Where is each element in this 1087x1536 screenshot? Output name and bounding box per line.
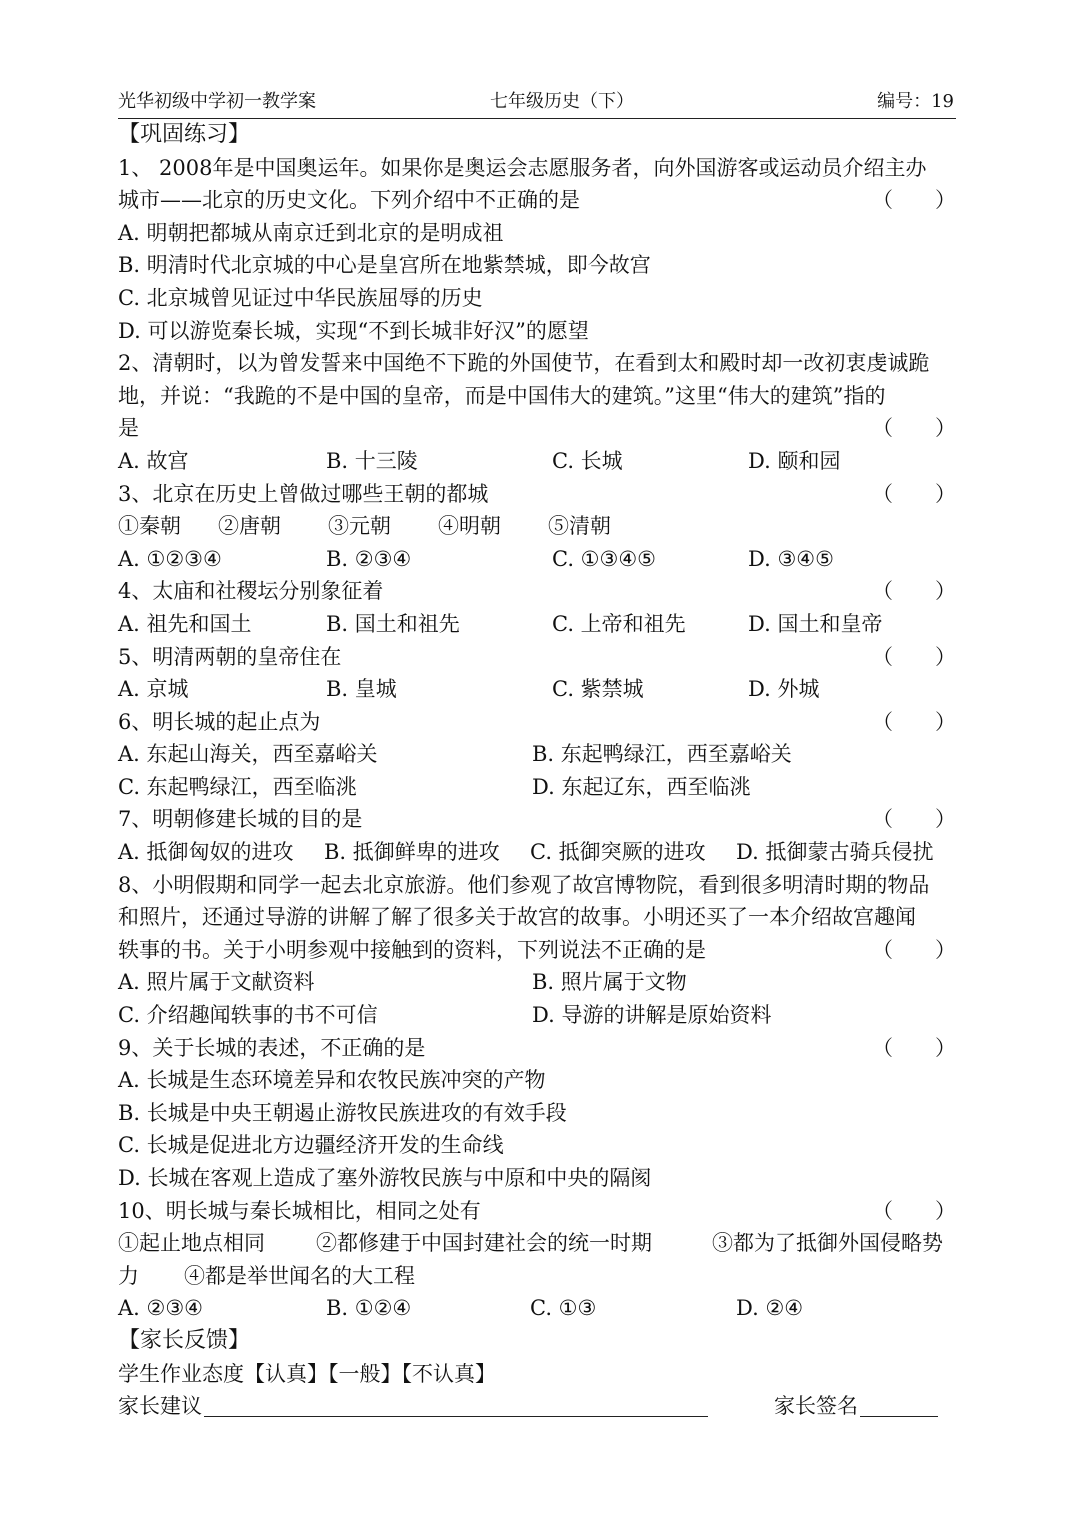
q1-option-d: D. 可以游览秦长城，实现“不到长城非好汉”的愿望 bbox=[118, 318, 589, 343]
q8-option-b: B. 照片属于文物 bbox=[532, 970, 687, 995]
q5-stem-text: 5、明清两朝的皇帝住在 bbox=[118, 644, 342, 669]
school-name: 光华初级中学初一教学案 bbox=[118, 91, 316, 112]
q3-option-c: C. ①③④⑤ bbox=[552, 546, 656, 571]
q4-answer-paren[interactable]: （ ） bbox=[872, 579, 956, 604]
q5-stem-line bbox=[118, 641, 956, 674]
page-header bbox=[118, 86, 956, 119]
q4-option-a: A. 祖先和国土 bbox=[118, 611, 252, 636]
q5-option-c: C. 紫禁城 bbox=[552, 677, 644, 702]
q3-options bbox=[118, 543, 956, 576]
q6-answer-paren[interactable]: （ ） bbox=[872, 709, 956, 734]
q8-stem-line-3 bbox=[118, 934, 956, 967]
parent-suggestion-label: 家长建议 bbox=[118, 1394, 202, 1419]
q6-stem-line bbox=[118, 706, 956, 739]
q8-answer-paren[interactable]: （ ） bbox=[872, 937, 956, 962]
q7-options bbox=[118, 836, 956, 869]
q6-option-c: C. 东起鸭绿江，西至临洮 bbox=[118, 774, 357, 799]
q10-stem-line bbox=[118, 1195, 956, 1228]
q8-options-row-1 bbox=[118, 966, 956, 999]
q7-option-a: A. 抵御匈奴的进攻 bbox=[118, 840, 294, 865]
homework-attitude[interactable]: 学生作业态度【认真】【一般】【不认真】 bbox=[118, 1361, 496, 1386]
q10-item-3-cont: 力 bbox=[118, 1263, 139, 1288]
q2-stem-line-3 bbox=[118, 412, 956, 445]
q10-item-3: ③都为了抵御外国侵略势 bbox=[712, 1231, 943, 1256]
q5-option-a: A. 京城 bbox=[118, 677, 189, 702]
q3-item-4: ④明朝 bbox=[438, 514, 501, 539]
q2-stem-line-1: 2、清朝时，以为曾发誓来中国绝不下跪的外国使节，在看到太和殿时却一改初衷虔诚跪 bbox=[118, 351, 930, 376]
q8-options-row-2 bbox=[118, 999, 956, 1032]
q8-stem-line-1: 8、小明假期和同学一起去北京旅游。他们参观了故宫博物院，看到很多明清时期的物品 bbox=[118, 872, 930, 897]
q6-options-row-1 bbox=[118, 738, 956, 771]
q6-options-row-2 bbox=[118, 771, 956, 804]
q2-stem-line-2: 地，并说：“我跪的不是中国的皇帝，而是中国伟大的建筑。”这里“伟大的建筑”指的 bbox=[118, 383, 886, 408]
q3-item-3: ③元朝 bbox=[328, 514, 391, 539]
q3-option-b: B. ②③④ bbox=[326, 546, 412, 571]
q3-item-1: ①秦朝 bbox=[118, 514, 181, 539]
q1-option-a: A. 明朝把都城从南京迁到北京的是明成祖 bbox=[118, 220, 504, 245]
section-title-parent-feedback: 【家长反馈】 bbox=[118, 1327, 251, 1353]
parent-suggestion-row bbox=[118, 1390, 956, 1423]
q3-option-d: D. ③④⑤ bbox=[748, 546, 834, 571]
q9-option-c: C. 长城是促进北方边疆经济开发的生命线 bbox=[118, 1133, 504, 1158]
q1-option-c: C. 北京城曾见证过中华民族屈辱的历史 bbox=[118, 285, 483, 310]
q2-options bbox=[118, 445, 956, 478]
q2-answer-paren[interactable]: （ ） bbox=[872, 416, 956, 441]
q10-option-c: C. ①③ bbox=[530, 1296, 597, 1321]
q7-answer-paren[interactable]: （ ） bbox=[872, 807, 956, 832]
q1-stem-text-2: 城市——北京的历史文化。下列介绍中不正确的是 bbox=[118, 188, 580, 213]
q4-stem-text: 4、太庙和社稷坛分别象征着 bbox=[118, 579, 384, 604]
q2-stem-text-3: 是 bbox=[118, 416, 139, 441]
q4-options bbox=[118, 608, 956, 641]
q1-stem-line-2 bbox=[118, 184, 956, 217]
q10-item-2: ②都修建于中国封建社会的统一时期 bbox=[316, 1231, 652, 1256]
q10-options bbox=[118, 1292, 956, 1325]
q8-option-d: D. 导游的讲解是原始资料 bbox=[532, 1003, 772, 1028]
q4-option-d: D. 国土和皇帝 bbox=[748, 611, 883, 636]
doc-number: 编号：19 bbox=[877, 91, 954, 112]
q6-stem-text: 6、明长城的起止点为 bbox=[118, 709, 321, 734]
q5-option-d: D. 外城 bbox=[748, 677, 820, 702]
q10-option-b: B. ①②④ bbox=[326, 1296, 412, 1321]
q4-option-b: B. 国土和祖先 bbox=[326, 611, 460, 636]
q3-item-5: ⑤清朝 bbox=[548, 514, 611, 539]
q4-option-c: C. 上帝和祖先 bbox=[552, 611, 686, 636]
q2-option-d: D. 颐和园 bbox=[748, 448, 841, 473]
q4-stem-line bbox=[118, 575, 956, 608]
q10-answer-paren[interactable]: （ ） bbox=[872, 1198, 956, 1223]
q6-option-d: D. 东起辽东，西至临洮 bbox=[532, 774, 751, 799]
q7-option-b: B. 抵御鲜卑的进攻 bbox=[324, 840, 500, 865]
q5-answer-paren[interactable]: （ ） bbox=[872, 644, 956, 669]
q8-option-a: A. 照片属于文献资料 bbox=[118, 970, 315, 995]
q3-stem-line bbox=[118, 478, 956, 511]
worksheet-page bbox=[118, 86, 956, 1423]
q10-items-row-1 bbox=[118, 1227, 956, 1260]
parent-signature-field[interactable] bbox=[860, 1394, 938, 1417]
q1-stem-text-1: 1、 2008年是中国奥运年。如果你是奥运会志愿服务者，向外国游客或运动员介绍主办 bbox=[118, 155, 927, 180]
q7-stem-text: 7、明朝修建长城的目的是 bbox=[118, 807, 363, 832]
q3-stem-text: 3、北京在历史上曾做过哪些王朝的都城 bbox=[118, 481, 489, 506]
parent-suggestion-field[interactable] bbox=[204, 1394, 708, 1417]
q6-option-b: B. 东起鸭绿江，西至嘉峪关 bbox=[532, 742, 792, 767]
q9-stem-text: 9、关于长城的表述，不正确的是 bbox=[118, 1035, 426, 1060]
q3-item-2: ②唐朝 bbox=[218, 514, 281, 539]
q7-option-c: C. 抵御突厥的进攻 bbox=[530, 840, 706, 865]
q10-stem-text: 10、明长城与秦长城相比，相同之处有 bbox=[118, 1198, 481, 1223]
q1-option-b: B. 明清时代北京城的中心是皇宫所在地紫禁城，即今故宫 bbox=[118, 253, 651, 278]
course-title: 七年级历史（下） bbox=[490, 91, 634, 112]
q9-option-d: D. 长城在客观上造成了塞外游牧民族与中原和中央的隔阂 bbox=[118, 1166, 652, 1190]
q9-option-b: B. 长城是中央王朝遏止游牧民族进攻的有效手段 bbox=[118, 1100, 567, 1125]
q3-option-a: A. ①②③④ bbox=[118, 546, 222, 571]
q1-answer-paren[interactable]: （ ） bbox=[872, 188, 956, 213]
q10-items-row-2 bbox=[118, 1260, 956, 1293]
q2-option-a: A. 故宫 bbox=[118, 448, 189, 473]
q7-stem-line bbox=[118, 803, 956, 836]
q8-stem-line-2: 和照片，还通过导游的讲解了解了很多关于故宫的故事。小明还买了一本介绍故宫趣闻 bbox=[118, 905, 916, 930]
q10-option-d: D. ②④ bbox=[736, 1296, 804, 1321]
q2-option-c: C. 长城 bbox=[552, 448, 623, 473]
q9-stem-line bbox=[118, 1032, 956, 1065]
q5-options bbox=[118, 673, 956, 706]
parent-signature-label: 家长签名 bbox=[774, 1394, 858, 1419]
q3-items bbox=[118, 510, 956, 543]
q2-option-b: B. 十三陵 bbox=[326, 448, 418, 473]
q10-item-4: ④都是举世闻名的大工程 bbox=[184, 1263, 415, 1288]
q5-option-b: B. 皇城 bbox=[326, 677, 397, 702]
q9-answer-paren[interactable]: （ ） bbox=[872, 1035, 956, 1060]
q8-option-c: C. 介绍趣闻轶事的书不可信 bbox=[118, 1003, 378, 1028]
q1-stem-line-1 bbox=[118, 152, 956, 185]
q7-option-d: D. 抵御蒙古骑兵侵扰 bbox=[736, 840, 934, 865]
q9-option-a: A. 长城是生态环境差异和农牧民族冲突的产物 bbox=[118, 1068, 546, 1093]
section-title-practice: 【巩固练习】 bbox=[118, 122, 251, 147]
q3-answer-paren[interactable]: （ ） bbox=[872, 481, 956, 506]
q8-stem-text-3: 轶事的书。关于小明参观中接触到的资料，下列说法不正确的是 bbox=[118, 937, 706, 962]
q10-item-1: ①起止地点相同 bbox=[118, 1231, 265, 1256]
q6-option-a: A. 东起山海关，西至嘉峪关 bbox=[118, 742, 378, 767]
q10-option-a: A. ②③④ bbox=[118, 1296, 203, 1321]
